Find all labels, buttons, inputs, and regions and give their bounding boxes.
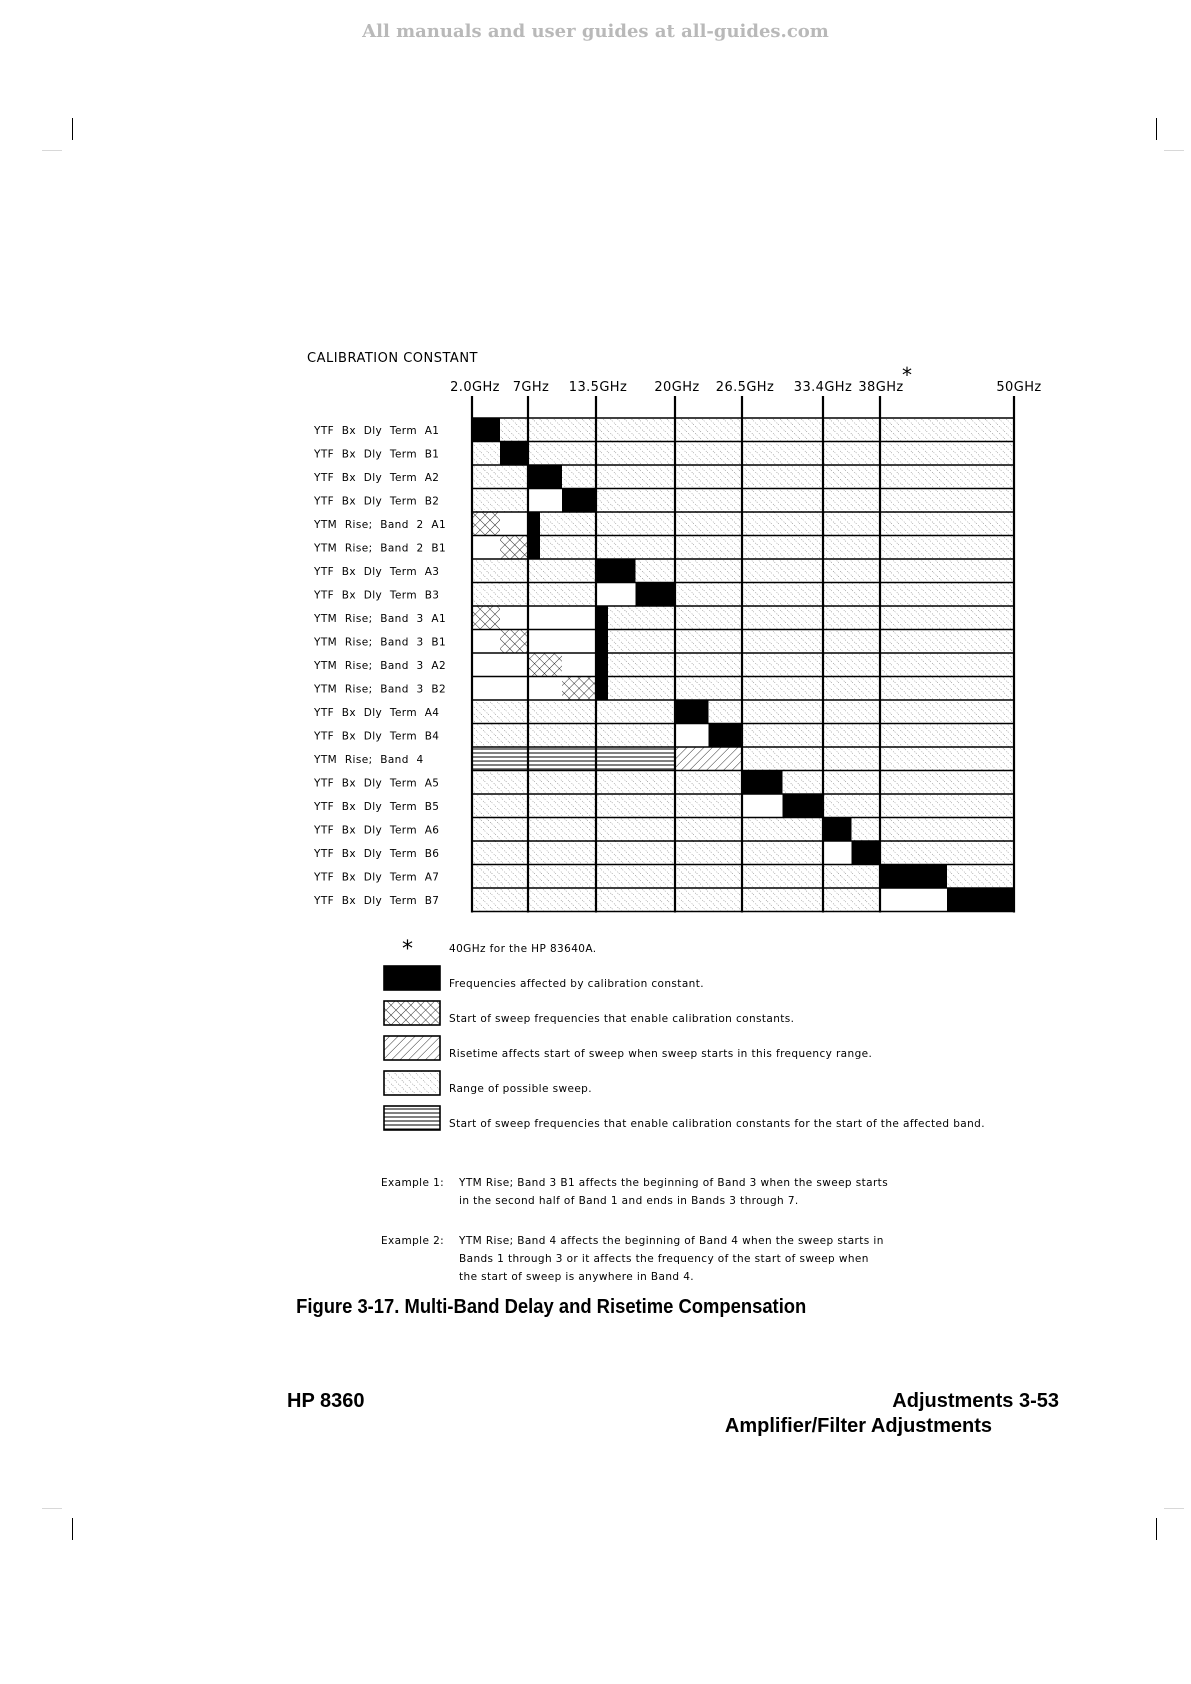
legend-star-note: 40GHz for the HP 83640A. <box>449 943 597 955</box>
cell-fill <box>608 653 1014 677</box>
row-label: YTM Rise; Band 3 A1 <box>314 613 447 625</box>
cell-fill <box>947 865 1014 889</box>
row-label: YTF Bx Dly Term B6 <box>314 848 440 860</box>
row-label: YTF Bx Dly Term A7 <box>314 871 440 884</box>
example-2-line-1: YTM Rise; Band 4 affects the beginning of Band 4 when the sweep starts in <box>459 1235 884 1247</box>
freq-label: 20GHz <box>654 380 700 395</box>
row-label: YTF Bx Dly Term B2 <box>314 495 440 508</box>
cell-fill <box>472 700 675 724</box>
freq-label: 2.0GHz <box>450 380 500 395</box>
cell-fill <box>608 630 1014 654</box>
cell-fill <box>540 536 1014 560</box>
cell-fill <box>562 465 1014 489</box>
example-1-label: Example 1: <box>381 1177 445 1189</box>
row-label: YTF Bx Dly Term A6 <box>314 824 440 837</box>
row-label: YTF Bx Dly Term B4 <box>314 730 440 743</box>
cell-fill <box>472 465 528 489</box>
legend-affected: Frequencies affected by calibration constant. <box>449 978 704 990</box>
cell-fill <box>472 559 596 583</box>
freq-label: 33.4GHz <box>793 380 853 395</box>
freq-label: 7GHz <box>512 380 550 395</box>
cell-fill <box>472 677 562 701</box>
freq-label: 13.5GHz <box>568 380 628 395</box>
cell-fill <box>596 583 636 607</box>
cell-fill <box>823 818 852 842</box>
cell-fill <box>472 653 528 677</box>
cell-fill <box>852 841 881 865</box>
row-label: YTM Rise; Band 3 B1 <box>314 636 447 649</box>
row-label: YTF Bx Dly Term B3 <box>314 589 440 602</box>
cell-fill <box>472 724 675 748</box>
cell-fill <box>880 888 947 912</box>
cell-fill <box>500 442 528 466</box>
footer-section: Adjustments 3-53 <box>892 1390 1059 1412</box>
cell-fill <box>596 606 608 630</box>
cell-fill <box>500 512 528 536</box>
cell-fill <box>742 794 783 818</box>
cell-fill <box>783 771 1015 795</box>
row-label: YTF Bx Dly Term B5 <box>314 801 440 813</box>
row-label: YTF Bx Dly Term A4 <box>314 707 440 719</box>
cell-fill <box>500 536 528 560</box>
cell-fill <box>500 606 596 630</box>
watermark: All manuals and user guides at all-guides.com <box>362 21 829 42</box>
cell-fill <box>742 747 1014 771</box>
cell-fill <box>500 630 528 654</box>
cell-fill <box>852 818 1015 842</box>
cell-fill <box>472 771 742 795</box>
cell-fill <box>742 724 1014 748</box>
cell-fill <box>540 512 1014 536</box>
cell-fill <box>596 677 608 701</box>
cell-fill <box>528 465 562 489</box>
row-label: YTM Rise; Band 2 B1 <box>314 542 447 555</box>
row-label: YTM Rise; Band 2 A1 <box>314 519 447 531</box>
cell-fill <box>709 724 743 748</box>
cell-fill <box>783 794 824 818</box>
cell-fill <box>472 489 528 513</box>
cell-fill <box>562 653 596 677</box>
row-label: YTF Bx Dly Term B1 <box>314 448 440 461</box>
cell-fill <box>562 677 596 701</box>
example-1-line-1: YTM Rise; Band 3 B1 affects the beginning of Band 3 when the sweep starts <box>459 1177 889 1189</box>
cell-fill <box>742 771 783 795</box>
cell-fill <box>880 841 1014 865</box>
legend-band-start: Start of sweep frequencies that enable calibration constants for the start of the affected band. <box>449 1118 985 1130</box>
cell-fill <box>472 442 500 466</box>
cell-fill <box>528 536 540 560</box>
cell-fill <box>675 700 709 724</box>
cell-fill <box>608 677 1014 701</box>
cell-fill <box>947 888 1014 912</box>
cell-fill <box>636 583 676 607</box>
legend-risetime: Risetime affects start of sweep when sweep starts in this frequency range. <box>449 1048 873 1060</box>
example-2-line-2: Bands 1 through 3 or it affects the frequency of the start of sweep when <box>459 1253 869 1265</box>
cell-fill <box>596 630 608 654</box>
row-label: YTM Rise; Band 3 B2 <box>314 683 447 696</box>
cell-fill <box>675 724 709 748</box>
cell-fill <box>528 630 596 654</box>
freq-label: 38GHz <box>858 380 904 395</box>
cell-fill <box>472 630 500 654</box>
row-label: YTF Bx Dly Term A5 <box>314 777 440 790</box>
cell-fill <box>528 442 1014 466</box>
row-label: YTF Bx Dly Term A2 <box>314 472 440 484</box>
cell-fill <box>472 841 823 865</box>
cell-fill <box>500 418 1014 442</box>
cell-fill <box>675 583 1014 607</box>
cell-fill <box>823 841 852 865</box>
row-label: YTF Bx Dly Term A3 <box>314 566 440 578</box>
legend-swatch <box>384 966 440 990</box>
cell-fill <box>472 818 823 842</box>
row-label: YTF Bx Dly Term B7 <box>314 895 440 907</box>
cell-fill <box>472 606 500 630</box>
cell-fill <box>823 794 1014 818</box>
example-1-line-2: in the second half of Band 1 and ends in Bands 3 through 7. <box>459 1195 799 1207</box>
freq-label: 50GHz <box>996 380 1042 395</box>
cell-fill <box>596 653 608 677</box>
star-icon: * <box>402 937 413 962</box>
cell-fill <box>528 512 540 536</box>
star-icon: * <box>902 363 912 387</box>
cell-fill <box>608 606 1014 630</box>
figure-caption: Figure 3-17. Multi-Band Delay and Risetime Compensation <box>296 1296 807 1318</box>
cell-fill <box>675 747 742 771</box>
cell-fill <box>596 489 1014 513</box>
footer-product: HP 8360 <box>287 1390 365 1412</box>
freq-label: 26.5GHz <box>715 380 775 395</box>
cell-fill <box>472 536 500 560</box>
legend-swatch <box>384 1001 440 1025</box>
row-label: YTF Bx Dly Term A1 <box>314 425 440 437</box>
cell-fill <box>528 653 562 677</box>
cell-fill <box>528 489 562 513</box>
footer-subsection: Amplifier/Filter Adjustments <box>724 1415 992 1437</box>
calibration-constant-heading: CALIBRATION CONSTANT <box>307 351 478 366</box>
example-2-line-3: the start of sweep is anywhere in Band 4. <box>459 1271 695 1283</box>
cell-fill <box>472 418 500 442</box>
legend-swatch <box>384 1071 440 1095</box>
cell-fill <box>472 583 596 607</box>
cell-fill <box>562 489 596 513</box>
row-label: YTM Rise; Band 3 A2 <box>314 660 447 672</box>
cell-fill <box>636 559 1015 583</box>
legend-swatch <box>384 1106 440 1130</box>
cell-fill <box>880 865 947 889</box>
cell-fill <box>472 512 500 536</box>
cell-fill <box>472 747 675 771</box>
legend-range: Range of possible sweep. <box>449 1083 592 1095</box>
cell-fill <box>596 559 636 583</box>
row-label: YTM Rise; Band 4 <box>314 754 424 766</box>
cell-fill <box>472 794 742 818</box>
cell-fill <box>709 700 1015 724</box>
legend-enable: Start of sweep frequencies that enable calibration constants. <box>449 1013 795 1025</box>
example-2-label: Example 2: <box>381 1235 445 1247</box>
legend-swatch <box>384 1036 440 1060</box>
